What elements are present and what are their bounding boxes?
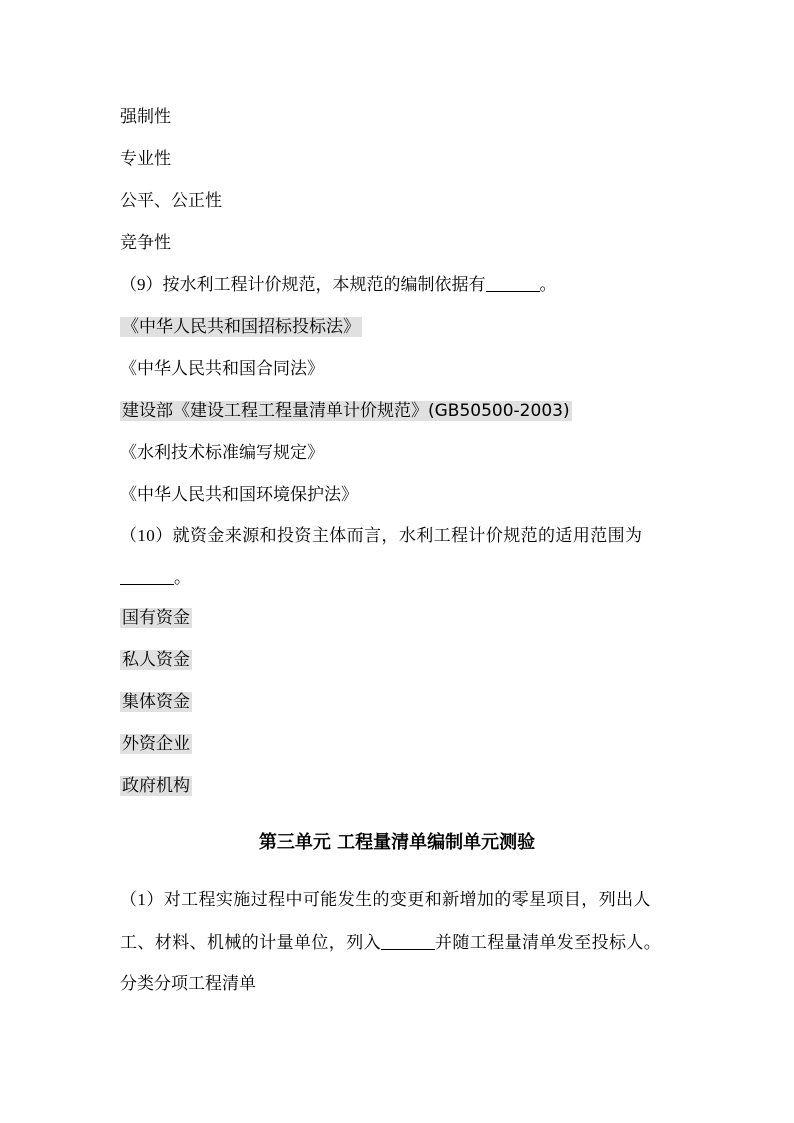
paren-open: （ <box>120 890 138 910</box>
option-text: 《中华人民共和国环境保护法》 <box>120 485 358 505</box>
option-text: 私人资金 <box>122 650 190 670</box>
question-9 <box>120 273 557 297</box>
answer-blank <box>120 566 174 585</box>
option-text: 《中华人民共和国合同法》 <box>120 359 324 379</box>
option-text: 《中华人民共和国招标投标法》 <box>122 317 360 337</box>
option-text: 公平、公正性 <box>120 191 222 211</box>
option-1a <box>120 972 256 996</box>
question-end: 。 <box>174 568 191 588</box>
option-text: 外资企业 <box>122 734 190 754</box>
answer-blank <box>486 273 540 292</box>
question-number: 1 <box>137 890 147 909</box>
option-9d <box>120 441 324 465</box>
option-text: 专业性 <box>120 149 171 169</box>
option-text: 《水利技术标准编写规定》 <box>120 443 324 463</box>
option-text: 强制性 <box>120 107 171 127</box>
question-text: ）就资金来源和投资主体而言，水利工程计价规范的适用范围为 <box>155 526 643 546</box>
option-text: 集体资金 <box>122 692 190 712</box>
option-10e <box>120 774 192 798</box>
option-10d <box>120 732 192 756</box>
option-text: 政府机构 <box>122 776 190 796</box>
question-10-cont <box>120 566 191 590</box>
question-text: 并随工程量清单发至投标人。 <box>435 933 662 953</box>
question-1 <box>120 888 651 912</box>
option-9a <box>120 315 362 339</box>
option-9c <box>120 399 572 423</box>
question-10 <box>120 524 642 548</box>
question-number: 9 <box>137 275 146 294</box>
question-text: ）对工程实施过程中可能发生的变更和新增加的零星项目，列出人 <box>146 890 651 910</box>
question-end: 。 <box>539 275 557 295</box>
option-9e <box>120 483 358 507</box>
unit-heading: 第三单元 工程量清单编制单元测验 <box>258 832 536 853</box>
paren-open: （ <box>120 526 138 546</box>
option-text: 分类分项工程清单 <box>120 974 256 994</box>
paren-open: （ <box>120 275 137 295</box>
question-text: ）按水利工程计价规范，本规范的编制依据有 <box>145 275 486 295</box>
option-text: 国有资金 <box>122 608 190 628</box>
option-10a <box>120 606 192 630</box>
option-text: 建设部《建设工程工程量清单计价规范》(GB50500-2003) <box>122 401 570 421</box>
option-text: 竞争性 <box>120 233 171 253</box>
answer-blank <box>381 931 435 950</box>
question-1-cont <box>120 931 661 955</box>
question-number: 10 <box>137 526 156 545</box>
question-text: 工、材料、机械的计量单位，列入 <box>120 933 381 953</box>
option-10c <box>120 690 192 714</box>
option-9b <box>120 357 324 381</box>
option-10b <box>120 648 192 672</box>
